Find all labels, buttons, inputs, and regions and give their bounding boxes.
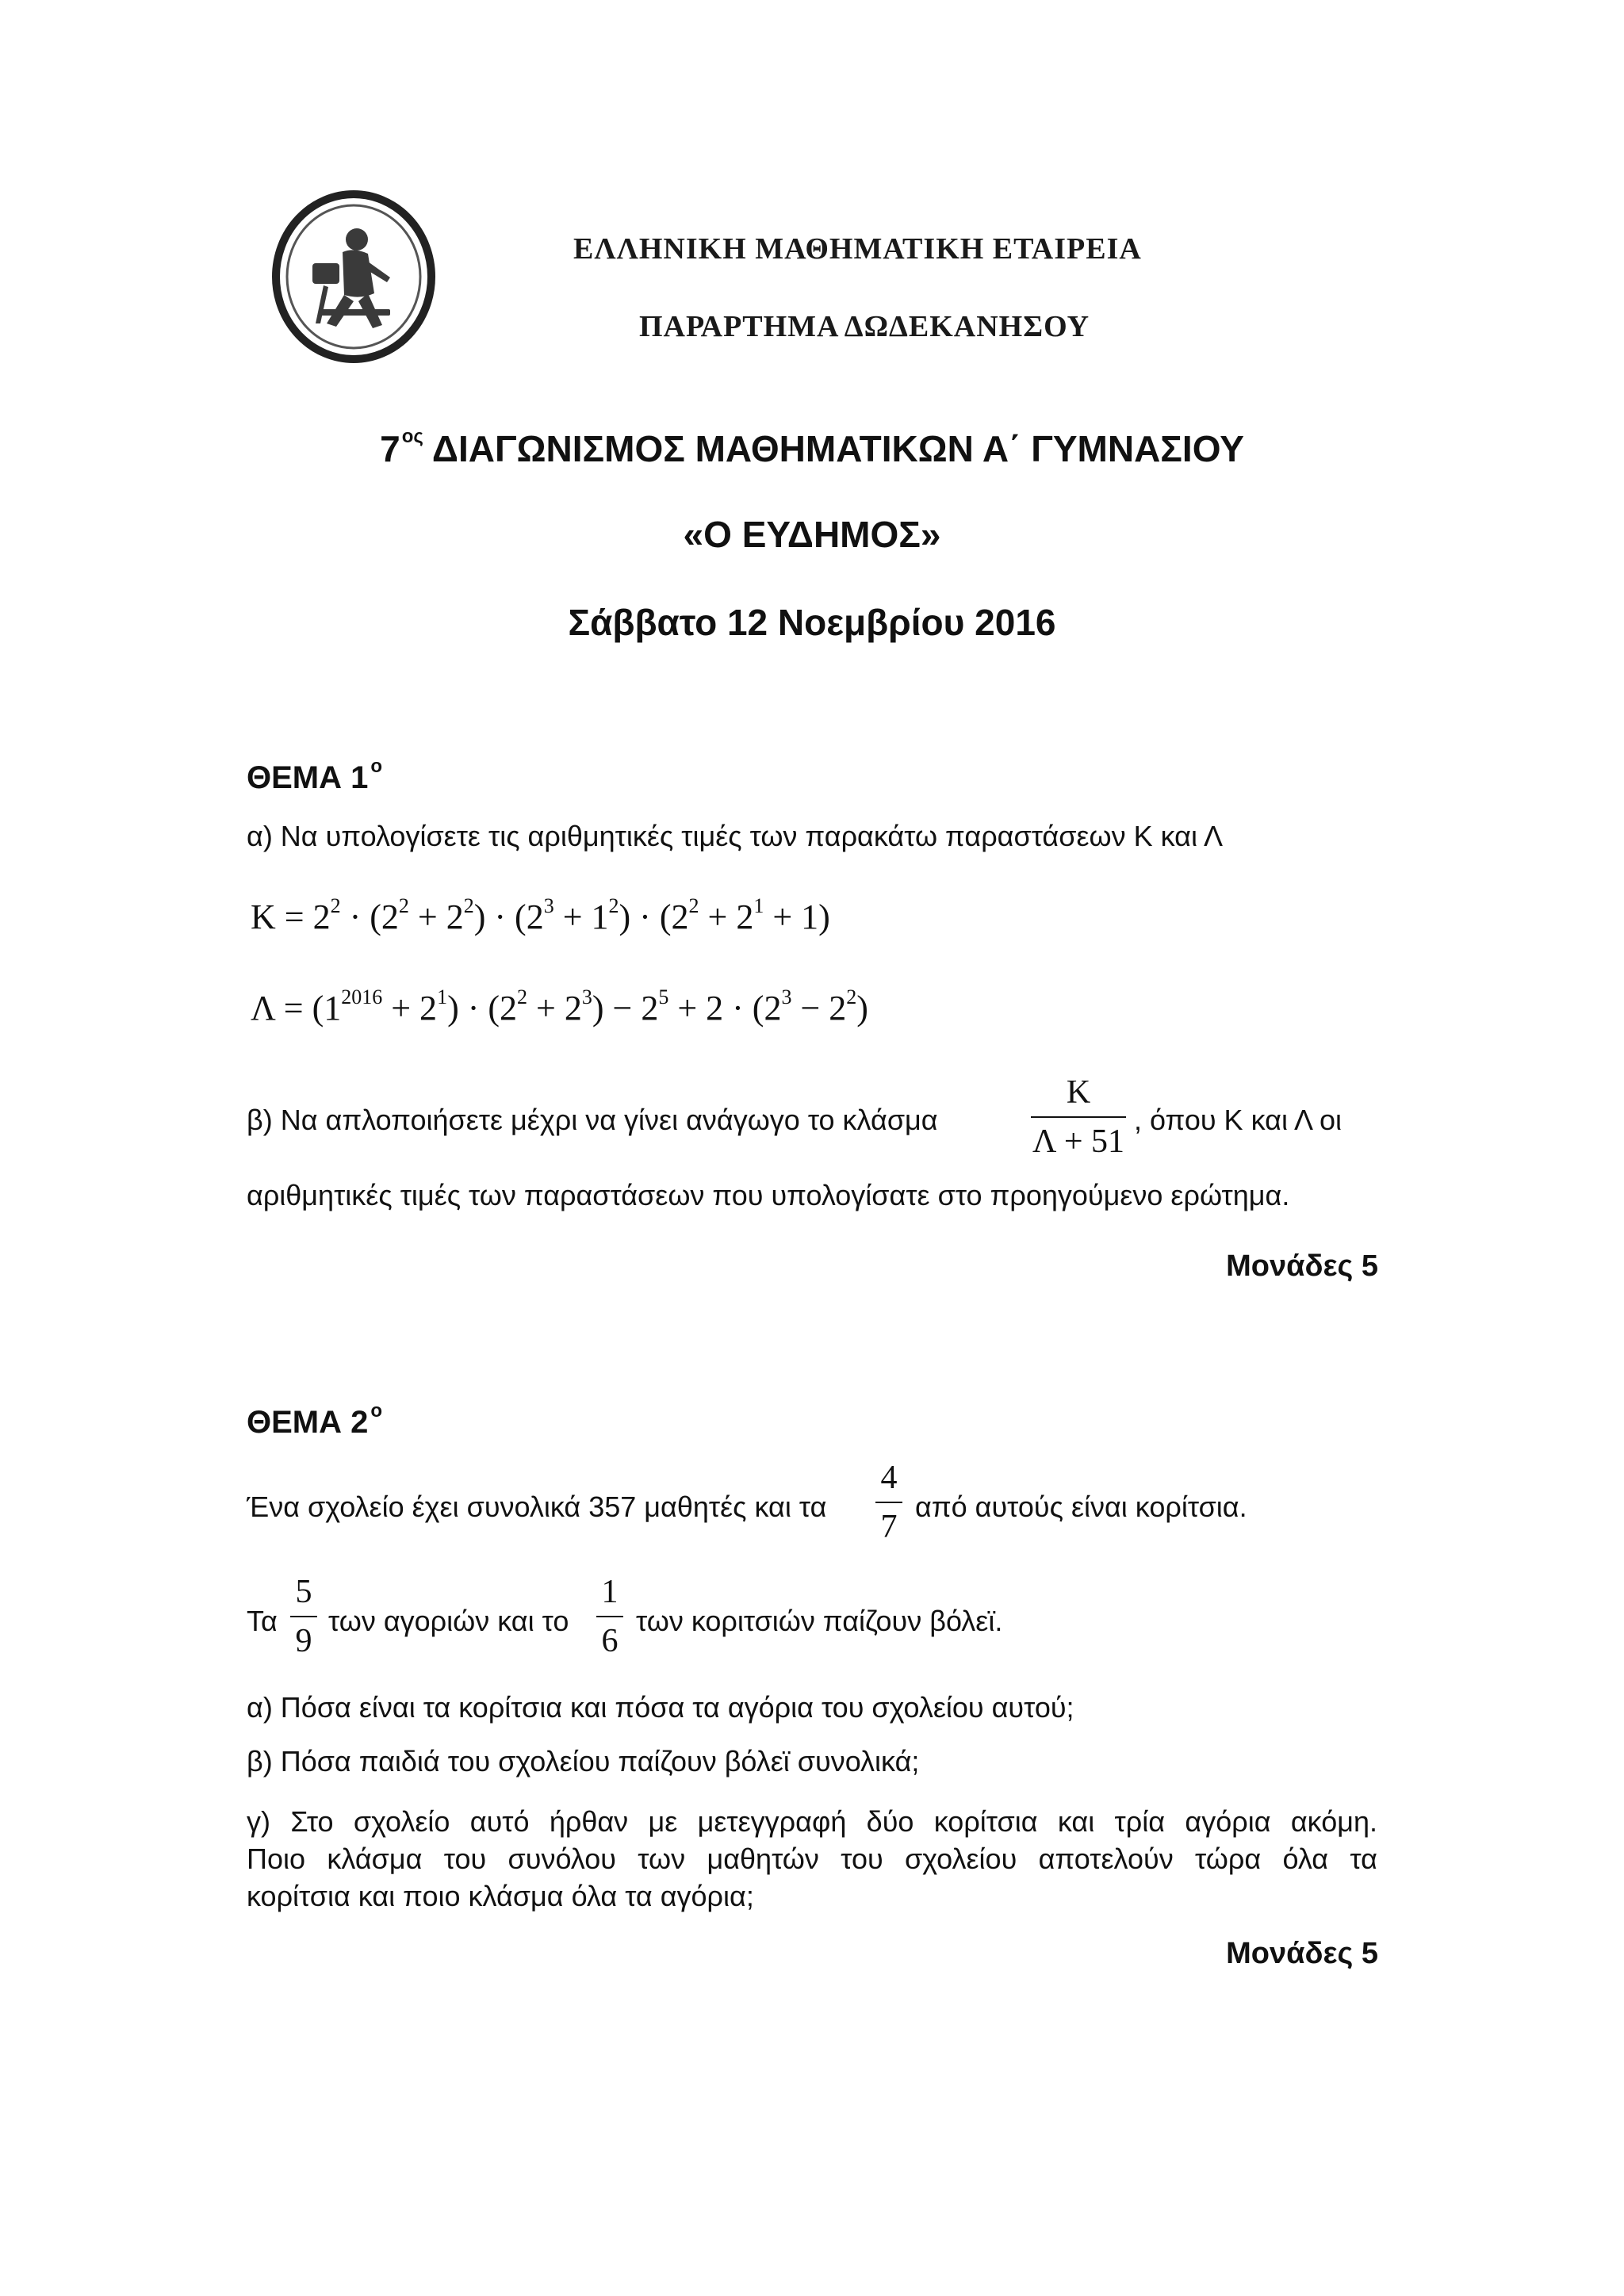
theme-2-marks: Μονάδες 5 [1226, 1937, 1378, 1970]
theme-1-part-b-line2: αριθμητικές τιμές των παραστάσεων που υπολογίσατε στο προηγούμενο ερώτημα. [247, 1179, 1290, 1211]
fraction-numerator: 5 [295, 1574, 312, 1610]
fraction-numerator: 4 [880, 1460, 898, 1496]
fraction-k-over-l [1031, 1073, 1126, 1161]
fraction-5-9 [290, 1573, 317, 1660]
contest-date: Σάββατο 12 Νοεμβρίου 2016 [568, 602, 1056, 643]
contest-title-text: ΔΙΑΓΩΝΙΣΜΟΣ ΜΑΘΗΜΑΤΙΚΩΝ Α΄ ΓΥΜΝΑΣΙΟΥ [431, 428, 1244, 469]
fraction-bar [290, 1616, 317, 1617]
theme-2-heading-text: ΘΕΜΑ 2 [247, 1405, 369, 1440]
fraction-denominator: 7 [880, 1509, 898, 1545]
contest-number: 7 [380, 428, 400, 469]
fraction-numerator: 1 [601, 1574, 619, 1610]
formula-l: $\Lambda = (1^{2016} + 2^1) \cdot (2^2 + 2^3) - 2^5 + 2 \cdot (2^3 - 2^2)$ [251, 985, 868, 1027]
theme-2-question-c-line2: Ποιο κλάσμα του συνόλου των μαθητών του σχολείου αποτελούν τώρα όλα τα [247, 1843, 1377, 1875]
theme-1-part-b-end: , όπου Κ και Λ οι [1134, 1104, 1342, 1136]
theme-2-line1-end: από αυτούς είναι κορίτσια. [915, 1490, 1247, 1523]
theme-1-part-b-start: β) Να απλοποιήσετε μέχρι να γίνει ανάγωγο το κλάσμα [247, 1104, 938, 1136]
theme-2-line2-a: Τα [247, 1605, 278, 1637]
theme-2-question-c-line3: κορίτσια και ποιο κλάσμα όλα τα αγόρια; [247, 1880, 754, 1912]
theme-2-question-c-line1: γ) Στο σχολείο αυτό ήρθαν με μετεγγραφή δύο κορίτσια και τρία αγόρια ακόμη. [247, 1805, 1377, 1838]
fraction-denominator: Λ + 51 [1032, 1123, 1125, 1160]
society-seal-icon [271, 190, 436, 363]
theme-2-line1-start: Ένα σχολείο έχει συνολικά 357 μαθητές και τα [247, 1490, 827, 1523]
fraction-denominator: 6 [601, 1623, 619, 1659]
fraction-numerator: Κ [1066, 1074, 1091, 1111]
fraction-bar [875, 1502, 902, 1503]
fraction-bar [596, 1616, 623, 1617]
contest-name: «Ο ΕΥΔΗΜΟΣ» [683, 514, 941, 555]
fraction-bar [1031, 1116, 1126, 1118]
fraction-4-7 [875, 1459, 902, 1546]
formula-k: $K = 2^2 \cdot (2^2 + 2^2) \cdot (2^3 + 1^2) \cdot (2^2 + 2^1 + 1)$ [251, 894, 830, 936]
contest-ordinal: ος [401, 426, 423, 447]
theme-2-line2-b: των αγοριών και το [328, 1605, 569, 1637]
organization-name: ΕΛΛΗΝΙΚΗ ΜΑΘΗΜΑΤΙΚΗ ΕΤΑΙΡΕΙΑ [573, 232, 1142, 266]
theme-2-heading-sup: ο [370, 1400, 383, 1422]
theme-2-question-b: β) Πόσα παιδιά του σχολείου παίζουν βόλεϊ συνολικά; [247, 1745, 920, 1777]
theme-1-heading-text: ΘΕΜΑ 1 [247, 760, 369, 795]
theme-1-heading-sup: ο [370, 756, 383, 777]
contest-title [0, 426, 1624, 470]
theme-1-marks: Μονάδες 5 [1226, 1249, 1378, 1283]
theme-2-heading [247, 1400, 382, 1441]
theme-1-heading [247, 756, 382, 796]
fraction-1-6 [596, 1573, 623, 1660]
theme-2-question-a: α) Πόσα είναι τα κορίτσια και πόσα τα αγόρια του σχολείου αυτού; [247, 1691, 1074, 1724]
theme-2-line2-c: των κοριτσιών παίζουν βόλεϊ. [636, 1605, 1003, 1637]
fraction-denominator: 9 [295, 1623, 312, 1659]
theme-1-part-a: α) Να υπολογίσετε τις αριθμητικές τιμές των παρακάτω παραστάσεων Κ και Λ [247, 820, 1224, 852]
branch-name: ΠΑΡΑΡΤΗΜΑ ΔΩΔΕΚΑΝΗΣΟΥ [639, 310, 1090, 343]
